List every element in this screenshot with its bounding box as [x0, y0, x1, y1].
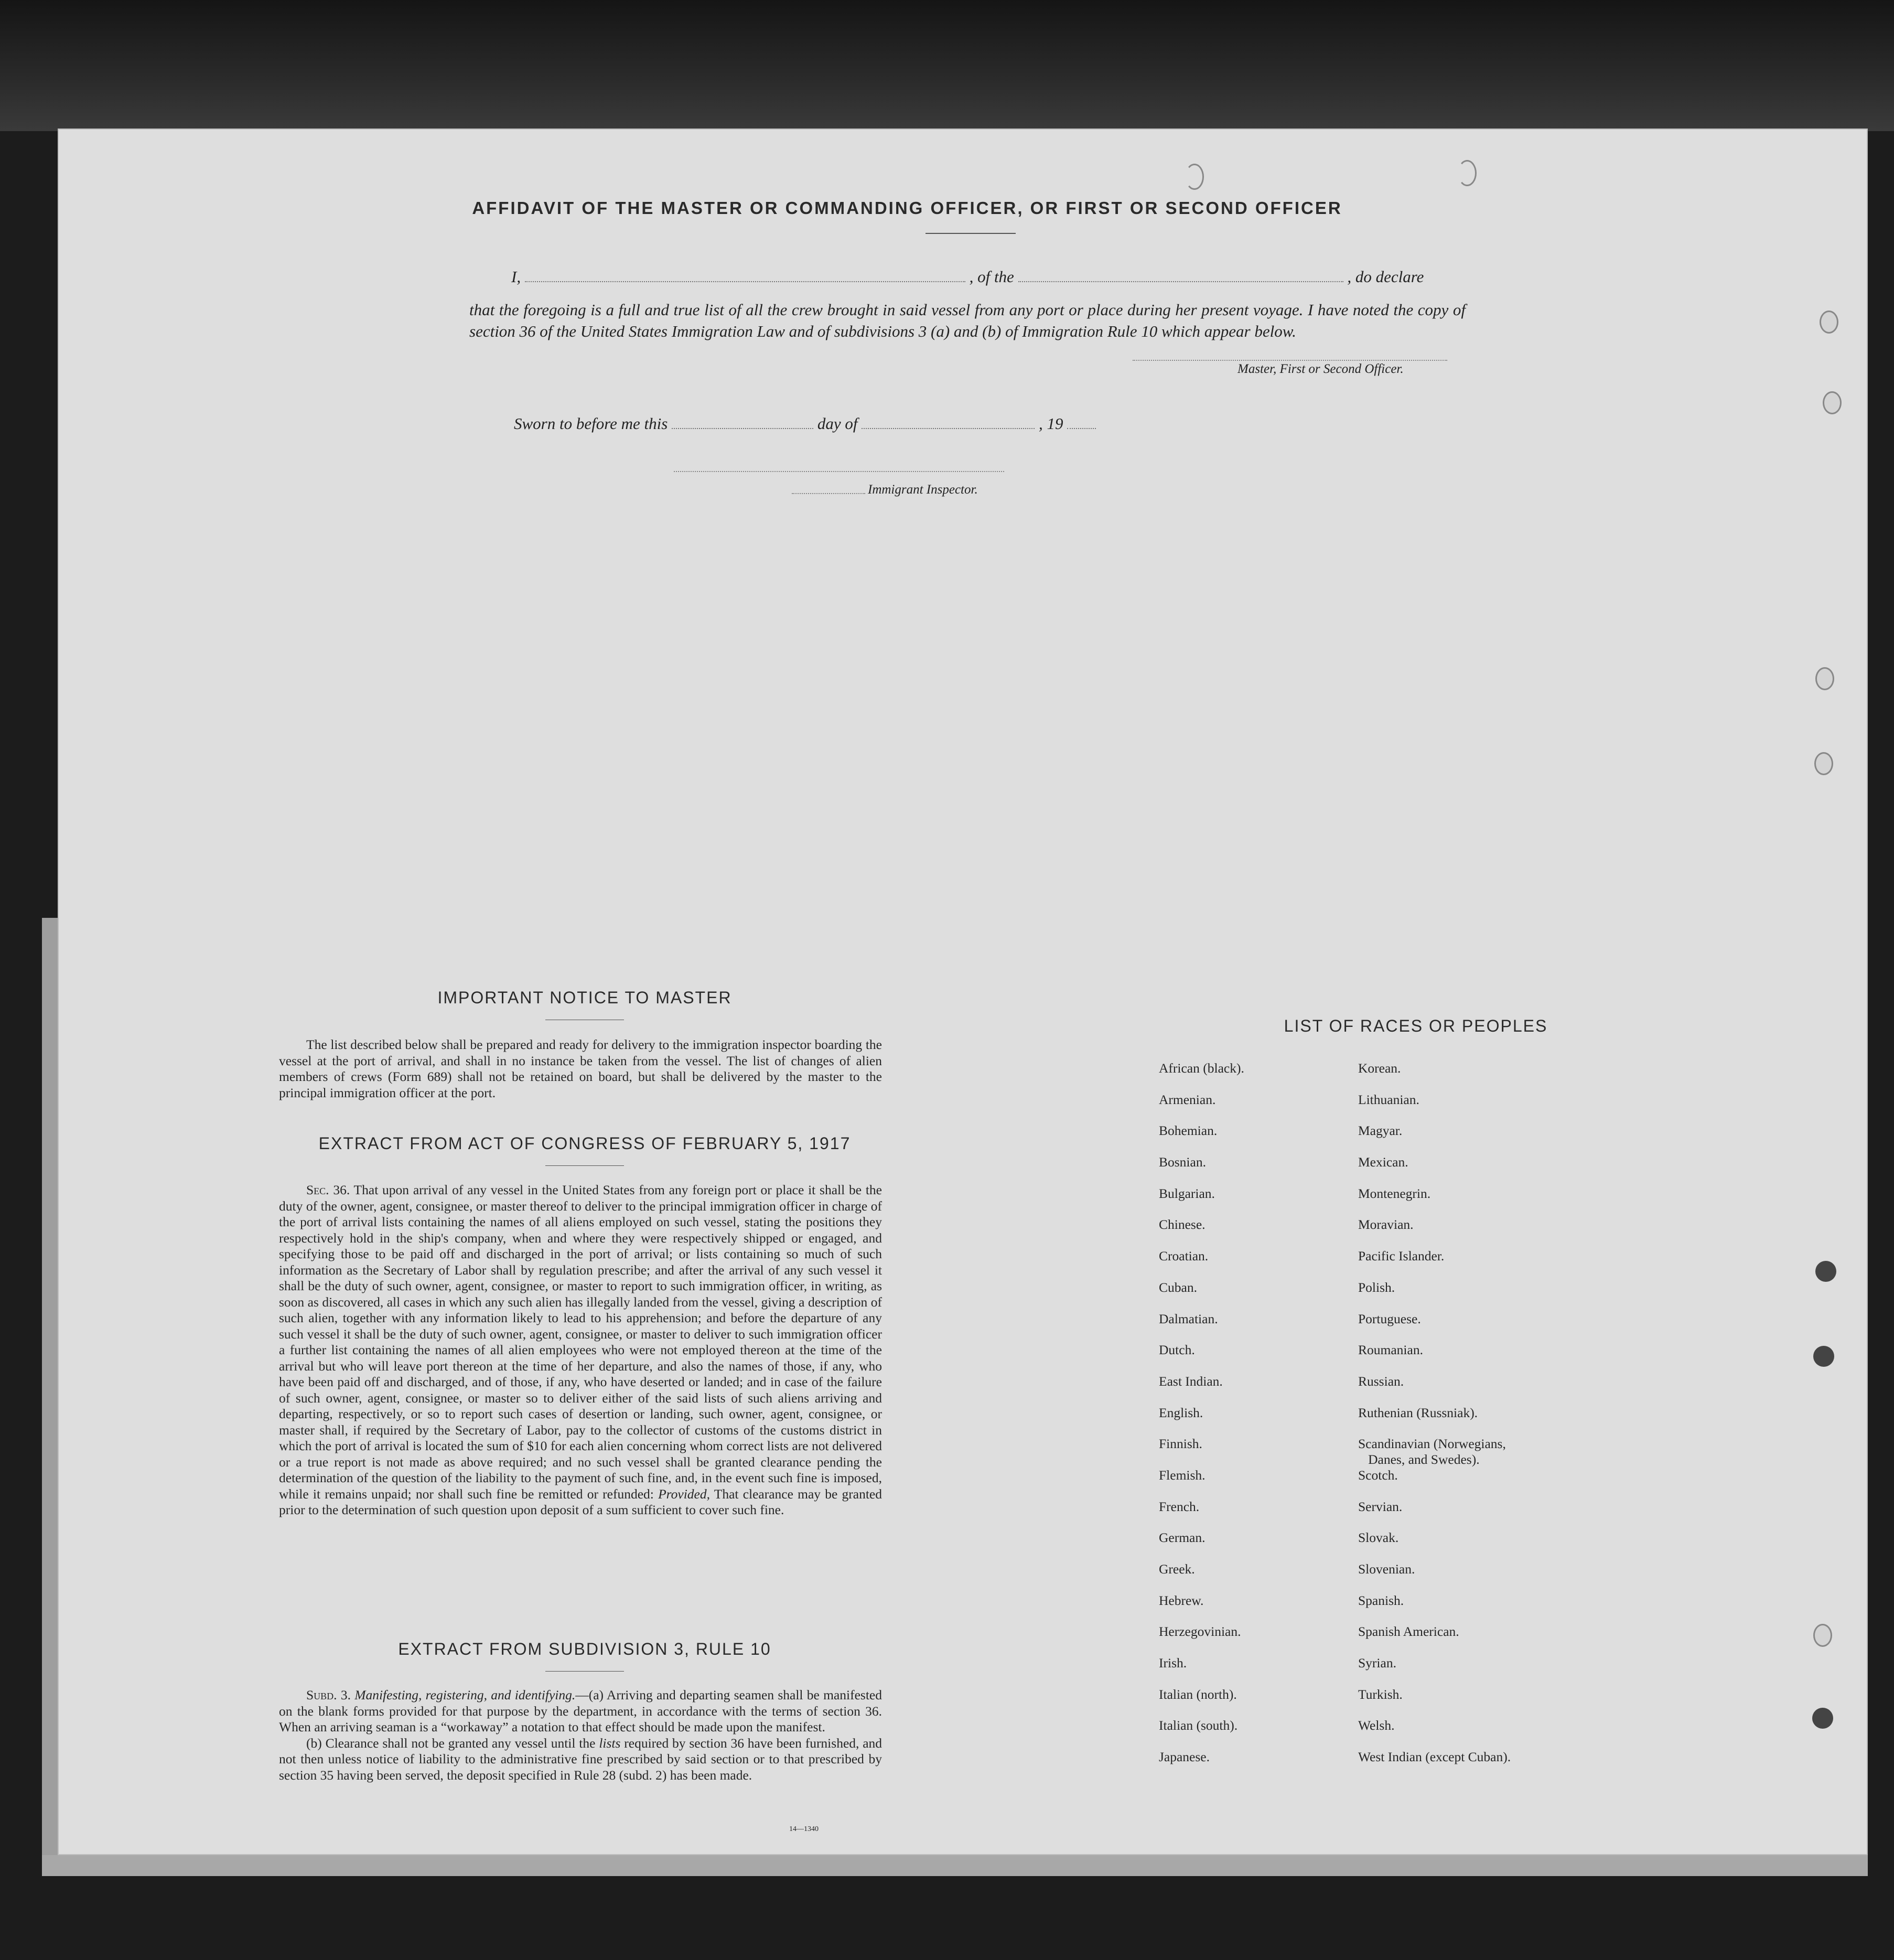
- provided-text: That clearance may be granted prior to the determination of such question upon deposit of a sum sufficient to cover such fine.: [279, 1486, 882, 1517]
- race-item: Flemish.: [1159, 1467, 1206, 1483]
- inspector-signature-line[interactable]: [674, 471, 1004, 472]
- scan-page-bottom-edge: [42, 1855, 1868, 1876]
- section-36-paragraph: [279, 1182, 882, 1518]
- punch-hole: [1815, 1261, 1836, 1282]
- day-blank[interactable]: [672, 427, 813, 429]
- title-underline: [926, 233, 1016, 234]
- race-item: Spanish.: [1358, 1592, 1404, 1608]
- race-item: Pacific Islander.: [1358, 1248, 1445, 1264]
- affidavit-title: AFFIDAVIT OF THE MASTER OR COMMANDING OFFICER, OR FIRST OR SECOND OFFICER: [472, 198, 1342, 218]
- act-extract-title: EXTRACT FROM ACT OF CONGRESS OF FEBRUARY 5, 1917: [318, 1134, 851, 1153]
- year-blank[interactable]: [1067, 427, 1096, 429]
- sec-label: Sec. 36.: [306, 1182, 350, 1197]
- race-item: Dutch.: [1159, 1342, 1195, 1358]
- race-item: Mexican.: [1358, 1154, 1408, 1170]
- rule-extract-underline: [545, 1671, 624, 1672]
- race-item: Moravian.: [1358, 1217, 1414, 1233]
- subd-heading: Manifesting, registering, and identifying.: [354, 1687, 576, 1702]
- month-blank[interactable]: [862, 427, 1035, 429]
- para-a-text: Arriving and departing seamen shall be manifested on the blank forms provided for that purpose by the department, in accordance with the terms of section 36. When an arriving seaman is a “workaway” a notation to that effect should be made upon the manifest.: [279, 1687, 882, 1734]
- race-item: Roumanian.: [1358, 1342, 1423, 1358]
- punch-mark: [1185, 164, 1204, 190]
- form-number: 14—1340: [789, 1825, 819, 1833]
- rule-extract-title: EXTRACT FROM SUBDIVISION 3, RULE 10: [398, 1640, 771, 1658]
- affidavit-body: that the foregoing is a full and true list of all the crew brought in said vessel from any port or place during her present voyage. I have noted the copy of section 36 of the United States Immigration Law and of subdivisions 3 (a) and (b) of Immigration Rule 10 which appear below.: [469, 301, 1466, 340]
- race-item: Hebrew.: [1159, 1592, 1204, 1608]
- punch-hole: [1813, 1624, 1832, 1647]
- master-signature-caption: Master, First or Second Officer.: [1237, 362, 1404, 376]
- scan-backdrop: [0, 0, 1894, 131]
- provided-label: Provided,: [658, 1486, 710, 1502]
- race-item: Welsh.: [1358, 1718, 1395, 1733]
- subd-3-paragraph: [279, 1687, 882, 1736]
- race-item: German.: [1159, 1530, 1206, 1546]
- punch-hole: [1812, 1708, 1833, 1729]
- i-label: I,: [511, 267, 521, 286]
- races-title: LIST OF RACES OR PEOPLES: [1284, 1016, 1548, 1035]
- para-a-marker: —(a): [575, 1687, 604, 1702]
- race-item: French.: [1159, 1498, 1200, 1514]
- notice-paragraph: The list described below shall be prepared and ready for delivery to the immigration inspector boarding the vessel at the port of arrival, and shall in no instance be taken from the vessel. The list of changes of alien members of crews (Form 689) shall not be retained on board, but shall be delivered by the master to the principal immigration officer at the port.: [279, 1037, 882, 1100]
- race-item: Herzegovinian.: [1159, 1624, 1241, 1640]
- race-item: Ruthenian (Russniak).: [1358, 1405, 1478, 1420]
- para-b-pre: Clearance shall not be granted any vessel until the: [325, 1735, 596, 1751]
- race-item: East Indian.: [1159, 1373, 1223, 1389]
- notice-text: [279, 1037, 882, 1101]
- notice-title: IMPORTANT NOTICE TO MASTER: [437, 988, 732, 1007]
- punch-hole: [1813, 1346, 1834, 1367]
- name-blank[interactable]: [525, 280, 965, 282]
- race-item: Japanese.: [1159, 1749, 1210, 1765]
- race-item: Russian.: [1358, 1373, 1404, 1389]
- vessel-blank[interactable]: [1018, 280, 1343, 282]
- race-item: Finnish.: [1159, 1436, 1202, 1452]
- para-b-marker: (b): [306, 1735, 322, 1751]
- sworn-label: Sworn to before me this: [514, 414, 668, 433]
- punch-hole: [1820, 310, 1838, 334]
- race-item: Turkish.: [1358, 1686, 1403, 1702]
- race-item: Syrian.: [1358, 1655, 1396, 1671]
- race-item: Armenian.: [1159, 1091, 1216, 1107]
- race-item: Magyar.: [1358, 1123, 1403, 1139]
- race-item: Slovenian.: [1358, 1561, 1415, 1577]
- race-item: Spanish American.: [1358, 1624, 1459, 1640]
- race-item: Lithuanian.: [1358, 1091, 1419, 1107]
- para-b-post: required by section 36 have been furnished, and not then unless notice of liability to the administrative fine prescribed by said section or to that prescribed by section 35 having been served, the deposit specified in Rule 28 (subd. 2) has been made.: [279, 1735, 883, 1783]
- sworn-line: [514, 414, 1096, 433]
- punch-hole: [1823, 391, 1842, 414]
- race-item: Dalmatian.: [1159, 1311, 1218, 1326]
- sec-text: That upon arrival of any vessel in the United States from any foreign port or place it shall be the duty of the owner, agent, consignee, or master thereof to deliver to the principal immigration officer in charge of the port of arrival lists containing the names of all aliens employed on such vessel, stating the positions they respectively hold in the ship's company, when and where they were respectively shipped or engaged, and specifying those to be paid off and discharged in the port of arrival; or lists containing so much of such information as the Secretary of Labor shall by regulation prescribe; and after the arrival of any such vessel it shall be the duty of such owner, agent, consignee, or master to report to such immigration officer, in writing, as soon as discovered, all cases in which any such alien has illegally landed from the vessel, giving a description of such alien, together with any information likely to lead to his apprehension; and before the departure of any such vessel it shall be the duty of such owner, agent, consignee, or master to deliver to such immigration officer a further list containing the names of all alien employees who were not employed thereon at the time of the arrival but who will leave port thereon at the time of her departure, and also the names of those, if any, who have been paid off and discharged, and of those, if any, who have deserted or landed; and in case of the failure of such owner, agent, consignee, or master so to deliver either of the said lists of such aliens arriving and departing, respectively, or so to report such cases of desertion or landing, such owner, agent, consignee, or master shall, if required by the Secretary of Labor, pay to the collector of customs of the customs district in which the port of arrival is located the sum of $10 for each alien concerning whom correct lists are not delivered or a true report is not made as above required; and no such vessel shall be granted clearance pending the determination of the question of the liability to the payment of such fine, and, in the event such fine is imposed, while it remains unpaid; nor shall such fine be remitted or refunded:: [279, 1182, 882, 1502]
- inspector-caption: Immigrant Inspector.: [868, 483, 978, 497]
- declaration-line: [511, 267, 1424, 286]
- scan-page-edge: [42, 918, 59, 1857]
- race-item: Polish.: [1358, 1279, 1395, 1295]
- inspector-dotted-lead: [792, 493, 865, 494]
- year-label: , 19: [1038, 414, 1063, 433]
- day-of-label: day of: [817, 414, 858, 433]
- act-extract-underline: [545, 1165, 624, 1166]
- race-item: Servian.: [1358, 1498, 1403, 1514]
- subd-label: Subd. 3.: [306, 1687, 351, 1702]
- of-the-label: , of the: [969, 267, 1014, 286]
- punch-mark: [1458, 160, 1477, 186]
- race-item: West Indian (except Cuban).: [1358, 1749, 1511, 1765]
- rule-extract-text: [279, 1687, 882, 1783]
- master-signature-line[interactable]: [1133, 360, 1447, 361]
- race-item: Italian (south).: [1159, 1718, 1238, 1733]
- do-declare-label: , do declare: [1347, 267, 1424, 286]
- race-item: Bulgarian.: [1159, 1185, 1215, 1201]
- para-b-lists: lists: [599, 1735, 621, 1751]
- punch-hole: [1814, 752, 1833, 775]
- race-item: English.: [1159, 1405, 1203, 1420]
- race-item: Irish.: [1159, 1655, 1187, 1671]
- race-item: Bosnian.: [1159, 1154, 1206, 1170]
- race-item: Scandinavian (Norwegians, Danes, and Swedes).: [1358, 1436, 1506, 1468]
- race-item: Korean.: [1358, 1061, 1401, 1076]
- act-extract-text: [279, 1182, 882, 1518]
- races-list: [1159, 1061, 1631, 1781]
- race-item: Portuguese.: [1358, 1311, 1421, 1326]
- race-item: Italian (north).: [1159, 1686, 1237, 1702]
- para-b: [279, 1736, 882, 1784]
- race-item: Croatian.: [1159, 1248, 1209, 1264]
- race-item: African (black).: [1159, 1061, 1244, 1076]
- punch-hole: [1815, 667, 1834, 690]
- race-item: Chinese.: [1159, 1217, 1206, 1233]
- race-item: Montenegrin.: [1358, 1185, 1431, 1201]
- race-item: Greek.: [1159, 1561, 1195, 1577]
- race-item: Bohemian.: [1159, 1123, 1218, 1139]
- race-item: Slovak.: [1358, 1530, 1399, 1546]
- race-item: Cuban.: [1159, 1279, 1197, 1295]
- race-item: Scotch.: [1358, 1467, 1398, 1483]
